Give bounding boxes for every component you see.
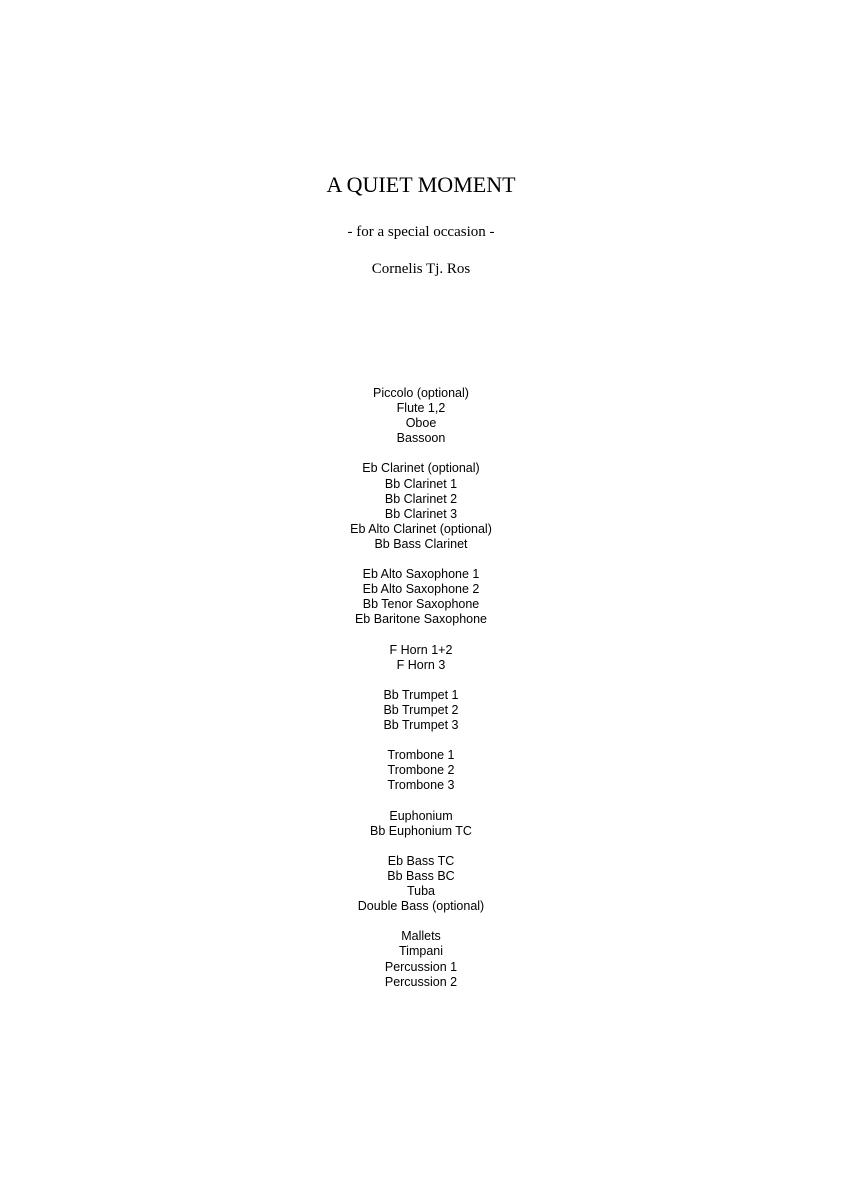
instrument-item: Euphonium <box>389 808 453 823</box>
instrument-group-percussion <box>0 929 842 989</box>
instrument-item: F Horn 1+2 <box>389 642 453 657</box>
instrument-item: Bb Tenor Saxophone <box>362 597 480 612</box>
instrument-item: Eb Clarinet (optional) <box>362 461 480 476</box>
instrument-item: Bb Trumpet 2 <box>383 702 459 717</box>
instrument-item: Bb Bass BC <box>387 869 455 883</box>
instrument-group-horns <box>0 643 842 673</box>
piece-subtitle: - for a special occasion - <box>347 224 495 240</box>
instrument-item: Bb Trumpet 1 <box>383 687 459 702</box>
instrument-item: Bb Clarinet 1 <box>384 476 458 491</box>
instrument-item: Trombone 1 <box>387 748 455 763</box>
instrument-group-saxophones <box>0 567 842 627</box>
instrument-item: Bb Euphonium TC <box>370 823 472 838</box>
instrument-item: Eb Bass TC <box>387 853 455 868</box>
instrument-item: F Horn 3 <box>396 657 446 672</box>
instrument-item: Bb Bass Clarinet <box>374 536 468 551</box>
instrument-item: Bb Trumpet 3 <box>383 718 459 733</box>
instrument-item: Timpani <box>399 944 443 959</box>
instrument-item: Tuba <box>406 884 436 899</box>
instrument-item: Trombone 2 <box>387 763 455 778</box>
instrument-item: Eb Baritone Saxophone <box>354 612 488 627</box>
instrument-group-basses <box>0 854 842 914</box>
instrument-group-trombones <box>0 748 842 793</box>
instrument-item: Piccolo (optional) <box>373 386 469 400</box>
instrument-item: Eb Alto Saxophone 2 <box>362 582 480 597</box>
composer-name: Cornelis Tj. Ros <box>371 261 471 277</box>
instrument-item: Percussion 1 <box>384 959 458 974</box>
instrument-item: Eb Alto Clarinet (optional) <box>350 521 492 536</box>
instrument-item: Eb Alto Saxophone 1 <box>362 567 480 582</box>
instrument-item: Trombone 3 <box>387 778 455 793</box>
instrumentation-list <box>0 386 842 1005</box>
instrument-item: Mallets <box>401 929 441 944</box>
instrument-item: Percussion 2 <box>384 974 458 989</box>
instrument-item: Flute 1,2 <box>396 401 446 416</box>
instrument-item: Bb Clarinet 3 <box>384 506 458 521</box>
instrument-group-trumpets <box>0 688 842 733</box>
instrument-group-euphoniums <box>0 809 842 839</box>
instrument-item: Bb Clarinet 2 <box>384 491 458 506</box>
piece-title: A QUIET MOMENT <box>326 172 516 197</box>
instrument-item: Bassoon <box>396 431 446 446</box>
instrument-group-clarinets <box>0 461 842 552</box>
instrument-item: Oboe <box>405 416 437 431</box>
instrument-item: Double Bass (optional) <box>357 899 485 914</box>
instrument-group-woodwinds <box>0 386 842 446</box>
